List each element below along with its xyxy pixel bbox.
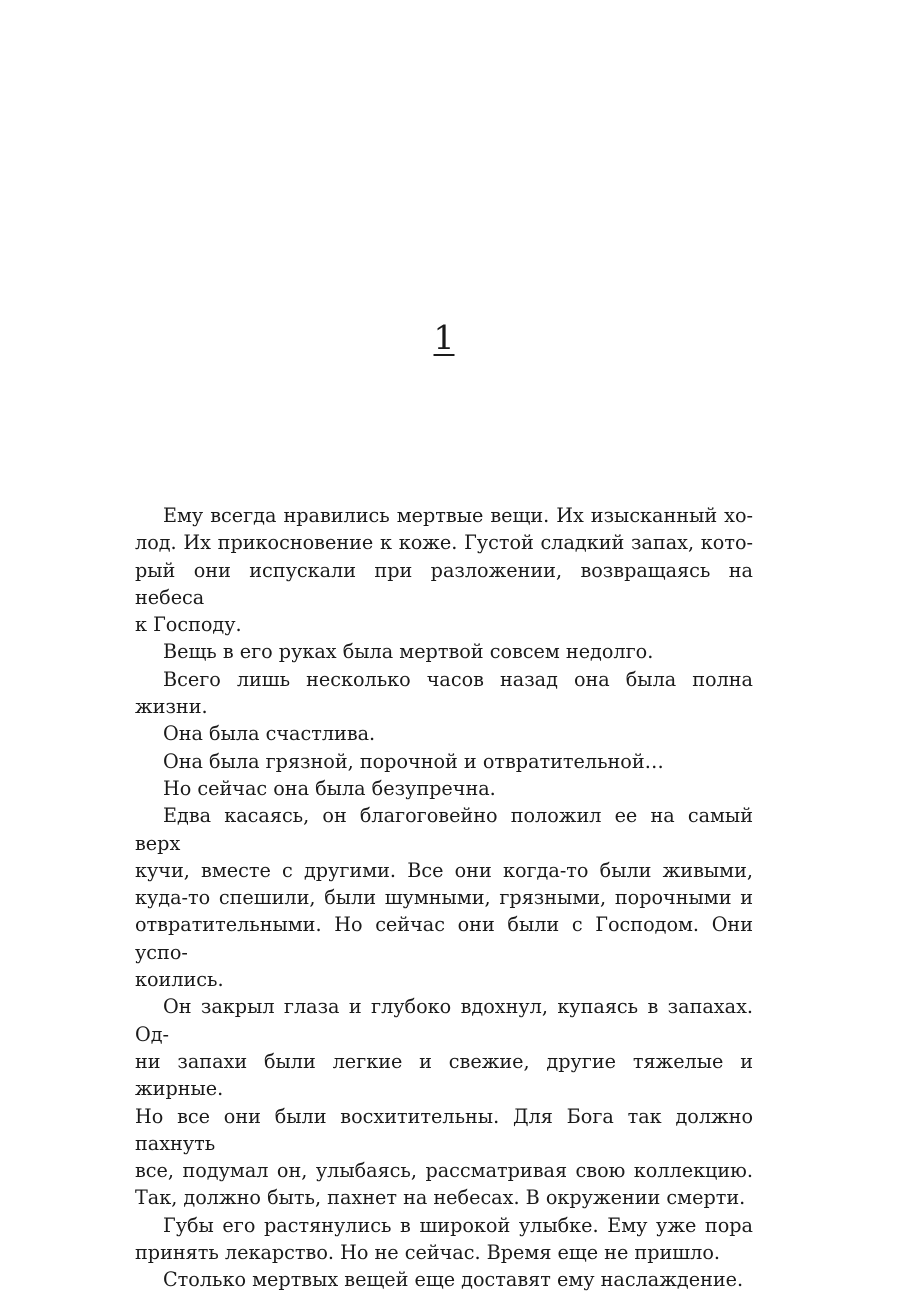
text-line: все, подумал он, улыбаясь, рассматривая свою коллекцию.: [135, 1159, 753, 1183]
paragraph: [135, 1212, 753, 1267]
text-line: Губы его растянулись в широкой улыбке. Ему уже пора: [163, 1213, 753, 1237]
text-line: Вещь в его руках была мертвой совсем недолго.: [163, 640, 654, 664]
chapter-body: [135, 502, 753, 1294]
paragraph: [135, 802, 753, 993]
text-line: к Господу.: [135, 613, 242, 637]
paragraph: [135, 502, 753, 638]
text-line: Ему всегда нравились мертвые вещи. Их изысканный хо-: [163, 504, 753, 527]
text-line: Едва касаясь, он благоговейно положил ее на самый верх: [135, 804, 753, 855]
paragraph: [135, 638, 753, 665]
paragraph: [135, 993, 753, 1211]
text-line: лод. Их прикосновение к коже. Густой сладкий запах, кото-: [135, 531, 753, 555]
text-line: Она была грязной, порочной и отвратительной…: [163, 749, 664, 773]
text-line: Так, должно быть, пахнет на небесах. В окружении смерти.: [135, 1186, 746, 1210]
text-line: отвратительными. Но сейчас они были с Господом. Они успо-: [135, 913, 753, 964]
text-line: Столько мертвых вещей еще доставят ему наслаждение.: [163, 1268, 744, 1292]
text-line: Всего лишь несколько часов назад она была полна жизни.: [135, 667, 753, 719]
text-line: Она была счастлива.: [163, 722, 376, 746]
text-line: принять лекарство. Но не сейчас. Время еще не пришло.: [135, 1241, 720, 1265]
text-line: Но сейчас она была безупречна.: [163, 776, 496, 800]
chapter-number: 1: [433, 318, 455, 357]
paragraph: [135, 1266, 753, 1293]
paragraph: [135, 666, 753, 721]
paragraph: [135, 748, 753, 775]
chapter-heading: [0, 318, 888, 358]
text-line: ни запахи были легкие и свежие, другие тяжелые и жирные.: [135, 1049, 753, 1101]
text-line: рый они испускали при разложении, возвращаясь на небеса: [135, 558, 753, 609]
text-line: коились.: [135, 968, 224, 992]
text-line: кучи, вместе с другими. Все они когда-то были живыми,: [135, 858, 753, 882]
text-line: Но все они были восхитительны. Для Бога так должно пахнуть: [135, 1104, 753, 1155]
text-line: куда-то спешили, были шумными, грязными, порочными и: [135, 886, 753, 910]
paragraph: [135, 775, 753, 802]
text-line: Он закрыл глаза и глубоко вдохнул, купаясь в запахах. Од-: [135, 995, 753, 1046]
paragraph: [135, 720, 753, 747]
